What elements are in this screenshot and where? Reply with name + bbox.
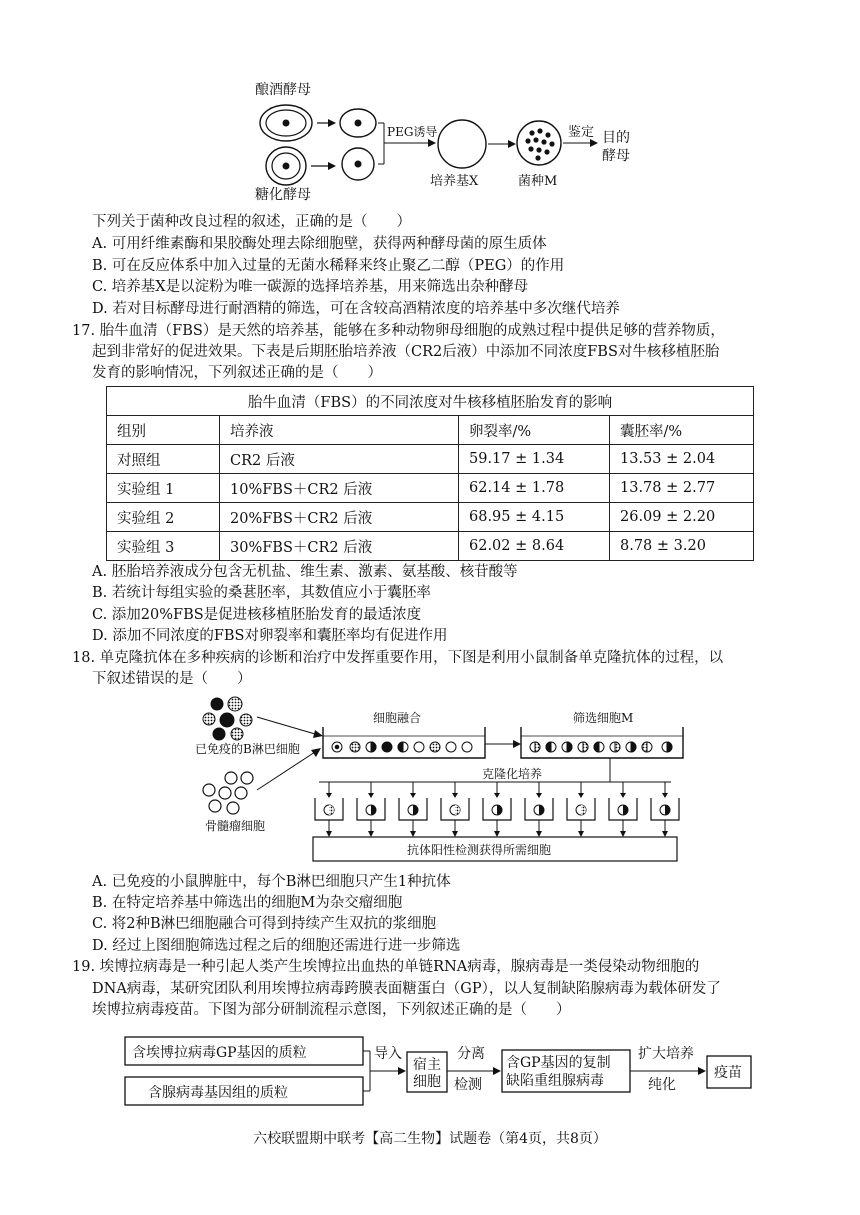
table-cell: 10%FBS＋CR2 后液 xyxy=(220,474,459,503)
table-cell: 26.09 ± 2.20 xyxy=(610,503,754,532)
q18-stem-2: 下叙述错误的是（ ） xyxy=(92,671,252,687)
label-target-1: 目的 xyxy=(602,130,630,146)
header-medium: 培养液 xyxy=(220,416,459,445)
q19-stem-1: 19. 埃博拉病毒是一种引起人类产生埃博拉出血热的单链RNA病毒，腺病毒是一类侵染动物细胞的 xyxy=(72,959,700,975)
table-cell: 实验组 3 xyxy=(107,532,220,561)
vaccine-flow-diagram xyxy=(120,1032,760,1114)
q19-stem-2: DNA病毒，某研究团队利用埃博拉病毒跨膜表面糖蛋白（GP），以人复制缺陷腺病毒为载体研发了 xyxy=(92,981,721,997)
table-cell: 59.17 ± 1.34 xyxy=(459,445,610,474)
table-cell: 62.14 ± 1.78 xyxy=(459,474,610,503)
label-strain-m: 菌种M xyxy=(518,174,558,189)
fbs-table xyxy=(106,386,754,561)
q17-option-b: B. 若统计每组实验的桑葚胚率，其数值应小于囊胚率 xyxy=(92,585,431,601)
q16-option-a: A. 可用纤维素酶和果胶酶处理去除细胞壁，获得两种酵母菌的原生质体 xyxy=(92,236,547,252)
q18-option-d: D. 经过上图细胞筛选过程之后的细胞还需进行进一步筛选 xyxy=(92,938,461,954)
label-identify: 鉴定 xyxy=(568,125,595,140)
label-recomb-2: 缺陷重组腺病毒 xyxy=(506,1073,604,1089)
table-cell: 13.78 ± 2.77 xyxy=(610,474,754,503)
label-fusion: 细胞融合 xyxy=(373,711,422,725)
label-vaccine: 疫苗 xyxy=(714,1065,742,1081)
table-cell: 实验组 2 xyxy=(107,503,220,532)
table-cell: 62.02 ± 8.64 xyxy=(459,532,610,561)
table-row xyxy=(107,445,754,474)
label-detect-19: 检测 xyxy=(454,1077,482,1093)
table-cell: 20%FBS＋CR2 后液 xyxy=(220,503,459,532)
table-header-row xyxy=(107,416,754,445)
label-peg: PEG诱导 xyxy=(387,125,438,139)
table-cell: 8.78 ± 3.20 xyxy=(610,532,754,561)
label-expand: 扩大培养 xyxy=(638,1046,694,1062)
q18-option-a: A. 已免疫的小鼠脾脏中，每个B淋巴细胞只产生1种抗体 xyxy=(92,874,451,890)
table-cell: 实验组 1 xyxy=(107,474,220,503)
label-plasmid-adeno: 含腺病毒基因组的质粒 xyxy=(148,1085,288,1101)
label-b-cells: 已免疫的B淋巴细胞 xyxy=(195,742,300,756)
table-caption: 胎牛血清（FBS）的不同浓度对牛核移植胚胎发育的影响 xyxy=(107,387,754,416)
q16-option-d: D. 若对目标酵母进行耐酒精的筛选，可在含较高酒精浓度的培养基中多次继代培养 xyxy=(92,301,620,317)
q17-option-a: A. 胚胎培养液成分包含无机盐、维生素、激素、氨基酸、核苷酸等 xyxy=(92,564,518,580)
q17-option-c: C. 添加20%FBS是促进核移植胚胎发育的最适浓度 xyxy=(92,607,422,623)
q17-stem-2: 起到非常好的促进效果。下表是后期胚胎培养液（CR2后液）中添加不同浓度FBS对牛核移植胚胎 xyxy=(92,344,720,360)
table-cell: 30%FBS＋CR2 后液 xyxy=(220,532,459,561)
q18-option-b: B. 在特定培养基中筛选出的细胞M为杂交瘤细胞 xyxy=(92,895,403,911)
q17-stem-3: 发育的影响情况，下列叙述正确的是（ ） xyxy=(92,365,382,381)
label-separate: 分离 xyxy=(457,1046,485,1062)
q16-option-c: C. 培养基X是以淀粉为唯一碳源的选择培养基，用来筛选出杂种酵母 xyxy=(92,279,529,295)
table-row xyxy=(107,474,754,503)
label-detect: 抗体阳性检测获得所需细胞 xyxy=(407,843,552,857)
table-cell: 13.53 ± 2.04 xyxy=(610,445,754,474)
label-clone: 克隆化培养 xyxy=(482,767,543,781)
header-group: 组别 xyxy=(107,416,220,445)
label-myeloma: 骨髓瘤细胞 xyxy=(205,819,266,833)
header-blastocyst-rate: 囊胚率/% xyxy=(610,416,754,445)
q17-stem-1: 17. 胎牛血清（FBS）是天然的培养基，能够在多种动物卵母细胞的成熟过程中提供足够的营养物质， xyxy=(72,323,725,339)
label-host-1: 宿主 xyxy=(413,1057,441,1073)
label-screen: 筛选细胞M xyxy=(573,711,634,725)
q18-stem-1: 18. 单克隆抗体在多种疾病的诊断和治疗中发挥重要作用，下图是利用小鼠制备单克隆抗体的过程，以 xyxy=(72,650,724,666)
yeast-fusion-diagram xyxy=(250,78,650,203)
q16-stem: 下列关于菌种改良过程的叙述，正确的是（ ） xyxy=(92,214,411,230)
header-cleavage-rate: 卵裂率/% xyxy=(459,416,610,445)
table-cell: 对照组 xyxy=(107,445,220,474)
label-brewing-yeast: 酿酒酵母 xyxy=(255,82,311,98)
label-host-2: 细胞 xyxy=(413,1074,441,1090)
q16-option-b: B. 可在反应体系中加入过量的无菌水稀释来终止聚乙二醇（PEG）的作用 xyxy=(92,258,565,274)
table-cell: CR2 后液 xyxy=(220,445,459,474)
label-saccharifying-yeast: 糖化酵母 xyxy=(255,187,311,203)
table-row xyxy=(107,503,754,532)
label-medium-x: 培养基X xyxy=(430,174,479,189)
q18-option-c: C. 将2种B淋巴细胞融合可得到持续产生双抗的浆细胞 xyxy=(92,916,437,932)
table-cell: 68.95 ± 4.15 xyxy=(459,503,610,532)
label-recomb-1: 含GP基因的复制 xyxy=(506,1055,611,1071)
label-import: 导入 xyxy=(374,1046,402,1062)
label-target-2: 酵母 xyxy=(602,148,630,164)
q17-option-d: D. 添加不同浓度的FBS对卵裂率和囊胚率均有促进作用 xyxy=(92,628,448,644)
page-footer: 六校联盟期中联考【高二生物】试题卷（第4页，共8页） xyxy=(253,1131,607,1147)
q19-stem-3: 埃博拉病毒疫苗。下图为部分研制流程示意图，下列叙述正确的是（ ） xyxy=(92,1002,571,1018)
monoclonal-antibody-diagram xyxy=(195,692,715,870)
label-purify: 纯化 xyxy=(648,1077,676,1093)
table-row xyxy=(107,532,754,561)
label-plasmid-gp: 含埃博拉病毒GP基因的质粒 xyxy=(132,1045,307,1061)
